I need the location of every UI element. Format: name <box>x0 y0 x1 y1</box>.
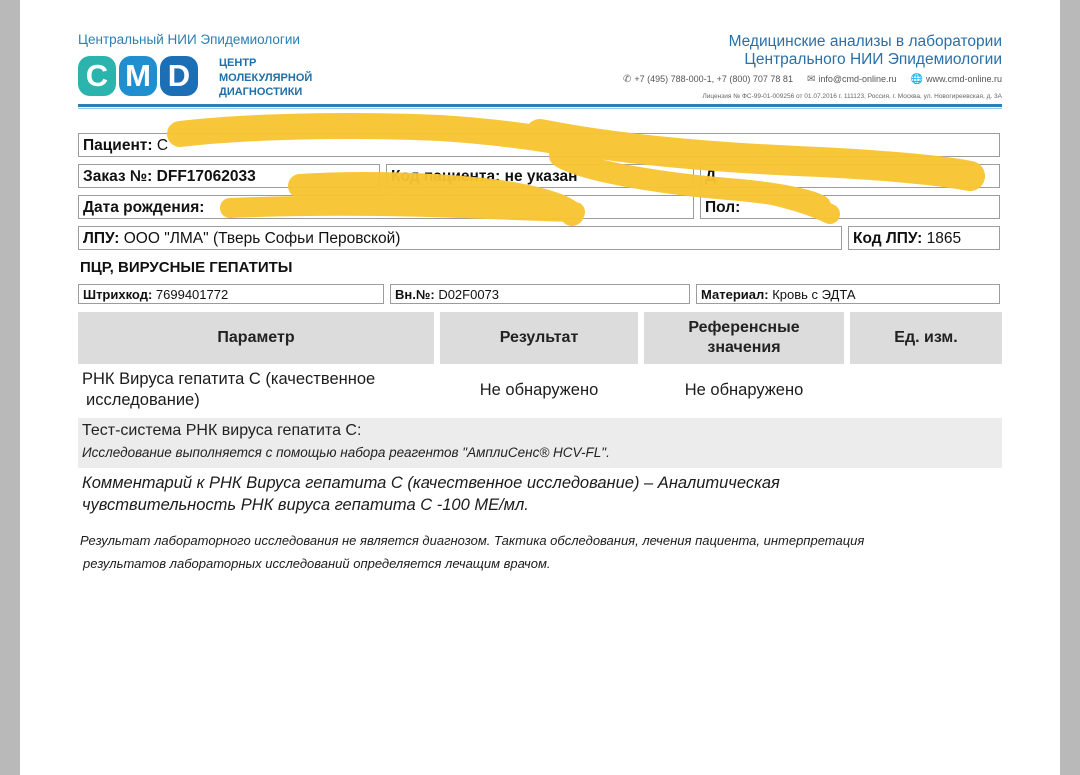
logo-line-1: ЦЕНТР <box>219 57 257 69</box>
patient-field <box>78 133 1000 157</box>
header-result: Результат <box>440 312 638 364</box>
phone-icon: ✆ <box>622 74 632 85</box>
comment <box>82 472 982 516</box>
license-text: Лицензия № ФС-99-01-009256 от 01.07.2016 г. 111123, Россия, г. Москва, ул. Новогиреевская, д. 3А <box>702 93 1002 100</box>
website-text: www.cmd-online.ru <box>925 74 1002 84</box>
comment-line-1: Комментарий к РНК Вируса гепатита С (качественное исследование) – Аналитическая <box>82 474 780 492</box>
reference-value: Не обнаружено <box>684 381 804 399</box>
barcode-field <box>78 284 384 304</box>
order-value: DFF17062033 <box>156 168 256 185</box>
logo-letter-d: D <box>160 56 198 96</box>
barcode-value: 7699401772 <box>155 287 229 302</box>
header-title <box>729 33 1002 69</box>
order-field <box>78 164 380 188</box>
barcode-label: Штрихкод: <box>83 287 153 302</box>
disclaimer <box>80 529 1000 575</box>
email-text: info@cmd-online.ru <box>818 74 897 84</box>
table-row <box>82 369 432 411</box>
header-unit: Ед. изм. <box>850 312 1002 364</box>
result-value: Не обнаружено <box>479 381 599 399</box>
material-field <box>696 284 1000 304</box>
logo-letter-m: M <box>119 56 157 96</box>
header-divider <box>78 104 1002 107</box>
document-page <box>20 0 1060 775</box>
material-label: Материал: <box>701 287 769 302</box>
logo-line-3: ДИАГНОСТИКИ <box>219 86 303 98</box>
lpu-code-label: Код ЛПУ: <box>853 230 923 247</box>
patient-code-value: не указан <box>504 168 578 185</box>
test-system-subtitle: Исследование выполняется с помощью набора реагентов "АмплиСенс® HCV-FL". <box>82 445 610 460</box>
phone-text: +7 (495) 788-000-1, +7 (800) 707 78 81 <box>634 74 793 84</box>
globe-icon: 🌐 <box>910 74 923 85</box>
test-system-title: Тест-система РНК вируса гепатита С: <box>82 422 362 439</box>
order-label: Заказ №: <box>83 168 153 185</box>
header-title-line-1: Медицинские анализы в лаборатории <box>728 33 1002 50</box>
sex-field <box>700 195 1000 219</box>
internal-number-value: D02F0073 <box>438 287 500 302</box>
internal-number-label: Вн.№: <box>395 287 435 302</box>
lpu-value: ООО "ЛМА" (Тверь Софьи Перовской) <box>123 230 401 247</box>
header-title-line-2: Центрального НИИ Эпидемиологии <box>744 51 1002 68</box>
logo-line-2: МОЛЕКУЛЯРНОЙ <box>219 71 313 84</box>
patient-code-field <box>386 164 694 188</box>
header-divider-thin <box>78 108 1002 109</box>
logo-letter-c: C <box>78 56 116 96</box>
parameter-line-1: РНК Вируса гепатита С (качественное <box>82 370 376 388</box>
logo-text <box>219 56 312 100</box>
comment-line-2: чувствительность РНК вируса гепатита С -100 МЕ/мл. <box>82 496 529 514</box>
patient-code-label: Код пациента: <box>391 168 501 185</box>
dob-field <box>78 195 694 219</box>
header-reference: Референсные значения <box>644 312 844 364</box>
phone-contact <box>623 74 793 85</box>
dob-label: Дата рождения: <box>83 199 205 216</box>
website-contact <box>911 74 1002 85</box>
contacts <box>623 74 1002 85</box>
header-parameter: Параметр <box>78 312 434 364</box>
lpu-field <box>78 226 842 250</box>
extra-field <box>700 164 1000 188</box>
disclaimer-line-2: результатов лабораторных исследований определяется лечащим врачом. <box>83 556 551 571</box>
institute-name: Центральный НИИ Эпидемиологии <box>78 32 300 47</box>
lpu-code-field <box>848 226 1000 250</box>
disclaimer-line-1: Результат лабораторного исследования не является диагнозом. Тактика обследования, лечения пациента, интерпретация <box>80 533 865 548</box>
parameter-line-2: исследование) <box>86 391 200 409</box>
lpu-label: ЛПУ: <box>83 230 120 247</box>
lpu-code-value: 1865 <box>926 230 962 247</box>
email-contact <box>807 74 897 85</box>
sex-label: Пол: <box>705 199 741 216</box>
material-value: Кровь с ЭДТА <box>772 287 856 302</box>
patient-label: Пациент: <box>83 137 153 154</box>
extra-label: Д <box>705 168 717 185</box>
section-title: ПЦР, ВИРУСНЫЕ ГЕПАТИТЫ <box>80 259 293 276</box>
patient-value: С <box>156 137 169 154</box>
email-icon: ✉ <box>806 74 816 85</box>
internal-number-field <box>390 284 690 304</box>
